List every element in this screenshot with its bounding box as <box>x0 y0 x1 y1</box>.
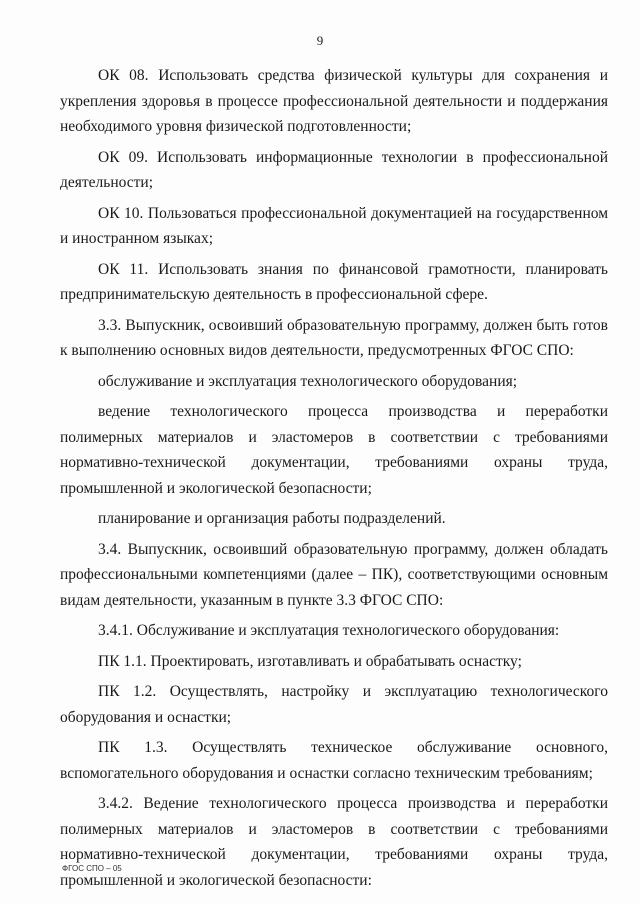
activity-item-process: ведение технологического процесса производства и переработки полимерных материалов и эластомеров в соответствии с требованиями нормативно-технической документации, требованиями охраны труда, промышленной и экологической безопасности; <box>60 403 608 497</box>
activity-item-planning: планирование и организация работы подразделений. <box>98 510 446 527</box>
paragraph-3-4: 3.4. Выпускник, освоивший образовательную программу, должен обладать профессиональными компетенциями (далее – ПК), соответствующими основным видам деятельности, указанным в пункте 3.3 ФГОС СПО: <box>60 540 608 609</box>
page-footer: ФГОС СПО – 05 <box>62 864 122 873</box>
paragraph-pk-1-3: ПК 1.3. Осуществлять техническое обслуживание основного, вспомогательного оборудования и оснастки согласно техническим требованиям; <box>60 739 608 782</box>
paragraph-ok-10: ОК 10. Пользоваться профессиональной документацией на государственном и иностранном языках; <box>60 204 608 247</box>
activity-item-maintenance: обслуживание и эксплуатация технологического оборудования; <box>98 372 518 390</box>
document-body <box>60 63 608 898</box>
paragraph-pk-1-2: ПК 1.2. Осуществлять, настройку и эксплуатацию технологического оборудования и оснастки; <box>60 683 608 726</box>
paragraph-pk-1-1: ПК 1.1. Проектировать, изготавливать и обрабатывать оснастку; <box>98 652 522 670</box>
paragraph-ok-11: ОК 11. Использовать знания по финансовой грамотности, планировать предпринимательскую деятельность в профессиональной сфере. <box>60 260 608 303</box>
paragraph-3-4-2: 3.4.2. Ведение технологического процесса производства и переработки полимерных материалов и эластомеров в соответствии с требованиями нормативно-технической документации, требованиями охраны труда, промышленной и экологической безопасности: <box>60 795 608 889</box>
page-number: 9 <box>316 33 324 48</box>
paragraph-3-4-1: 3.4.1. Обслуживание и эксплуатация технологического оборудования: <box>98 622 560 639</box>
paragraph-ok-09: ОК 09. Использовать информационные технологии в профессиональной деятельности; <box>60 148 608 191</box>
paragraph-3-3: 3.3. Выпускник, освоивший образовательную программу, должен быть готов к выполнению основных видов деятельности, предусмотренных ФГОС СПО: <box>60 316 608 359</box>
paragraph-ok-08: ОК 08. Использовать средства физической культуры для сохранения и укрепления здоровья в процессе профессиональной деятельности и поддержания необходимого уровня физической подготовленности; <box>60 67 608 135</box>
